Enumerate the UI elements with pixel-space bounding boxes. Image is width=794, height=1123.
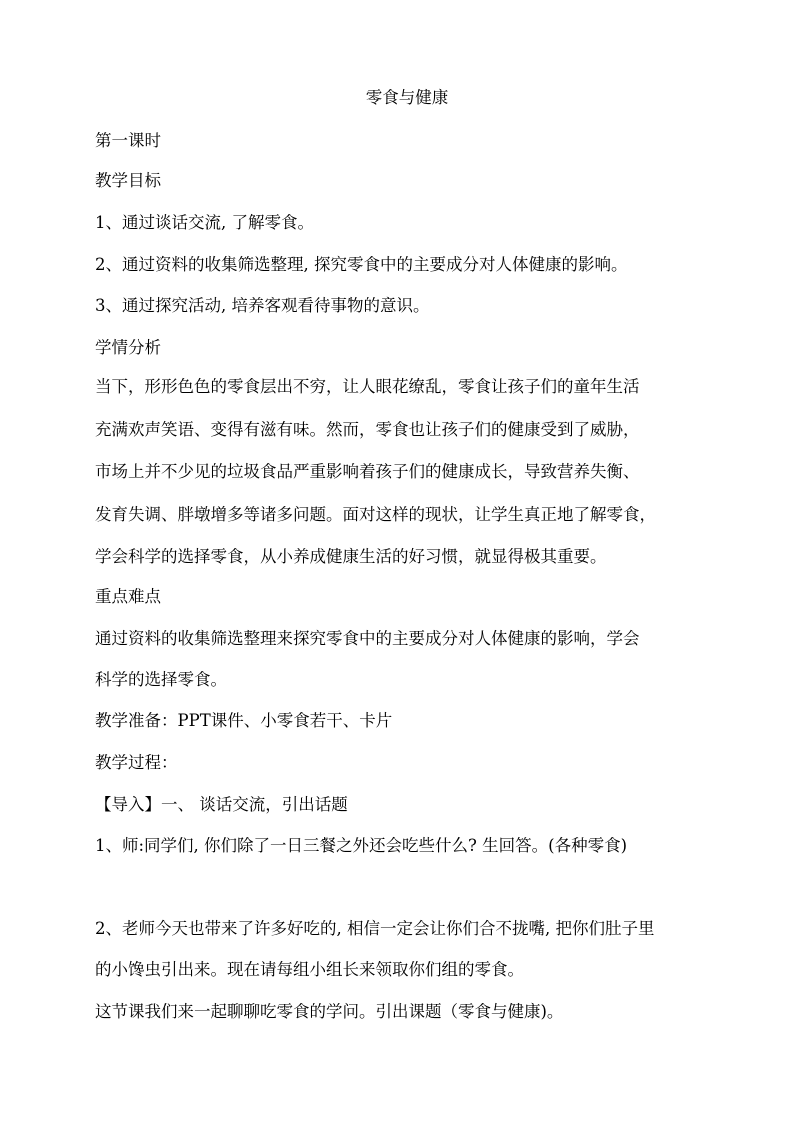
lesson-label: 第一课时 bbox=[95, 131, 161, 150]
goals-heading: 教学目标 bbox=[95, 171, 161, 190]
analysis-line: 市场上并不少见的垃圾食品严重影响着孩子们的健康成长，导致营养失衡、 bbox=[95, 462, 640, 481]
step-2-line: 的小馋虫引出来。现在请每组小组长来领取你们组的零食。 bbox=[95, 960, 524, 979]
analysis-line: 当下，形形色色的零食层出不穷，让人眼花缭乱，零食让孩子们的童年生活 bbox=[95, 377, 640, 396]
analysis-heading: 学情分析 bbox=[95, 338, 161, 357]
teaching-preparation: 教学准备：PPT课件、小零食若干、卡片 bbox=[95, 711, 393, 730]
intro-section: 【导入】一、 谈话交流，引出话题 bbox=[95, 795, 348, 814]
goal-item: 2、通过资料的收集筛选整理, 探究零食中的主要成分对人体健康的影响。 bbox=[95, 255, 628, 274]
analysis-line: 充满欢声笑语、变得有滋有味。然而，零食也让孩子们的健康受到了威胁， bbox=[95, 420, 640, 439]
goal-item: 1、通过谈话交流, 了解零食。 bbox=[95, 213, 314, 232]
key-points-heading: 重点难点 bbox=[95, 587, 161, 606]
process-heading: 教学过程： bbox=[95, 753, 178, 772]
key-points-line: 通过资料的收集筛选整理来探究零食中的主要成分对人体健康的影响，学会 bbox=[95, 629, 640, 648]
closing-line: 这节课我们来一起聊聊吃零食的学问。引出课题（零食与健康)。 bbox=[95, 1002, 564, 1021]
analysis-line: 学会科学的选择零食，从小养成健康生活的好习惯，就显得极其重要。 bbox=[95, 547, 607, 566]
step-1: 1、师:同学们, 你们除了一日三餐之外还会吃些什么? 生回答。(各种零食) bbox=[95, 836, 628, 855]
document-title: 零食与健康 bbox=[365, 88, 449, 107]
goal-item: 3、通过探究活动, 培养客观看待事物的意识。 bbox=[95, 296, 430, 315]
key-points-line: 科学的选择零食。 bbox=[95, 670, 227, 689]
step-2-line: 2、老师今天也带来了许多好吃的, 相信一定会让你们合不拢嘴, 把你们肚子里 bbox=[95, 919, 655, 938]
analysis-line: 发育失调、胖墩增多等诸多问题。面对这样的现状，让学生真正地了解零食， bbox=[95, 505, 656, 524]
